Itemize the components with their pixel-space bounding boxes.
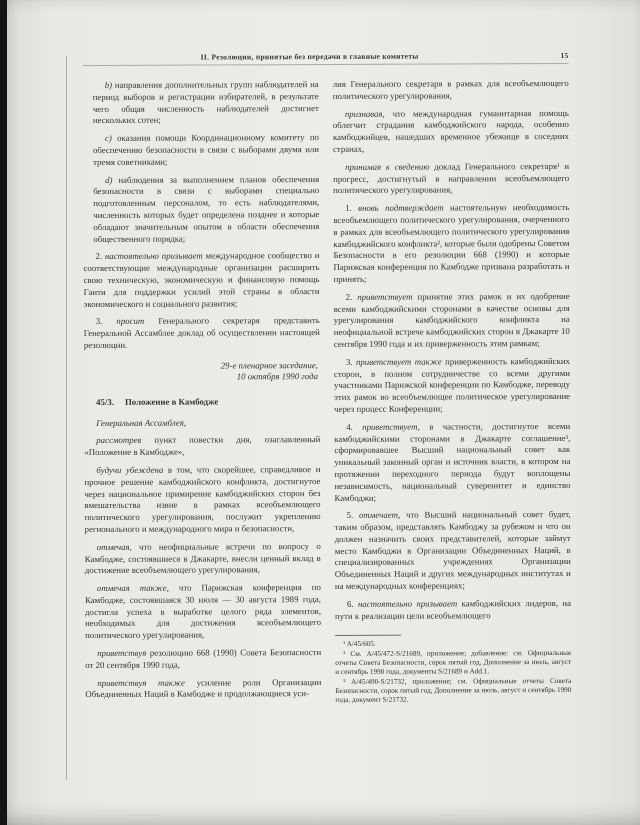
paragraph	[334, 421, 570, 505]
paragraph-text: настоятельную необходимость всеобъемлющего политического урегулирования, очерченного в рамках для всеобъемлющего политического урегулирования камбоджийского конфликта², которые были одобрены Советом Безопасности в его резолюции 668 (1990) и которые Парижская конференция по Камбодже призвана разработать и принять;	[333, 202, 570, 284]
paragraph-number: 5.	[346, 510, 360, 521]
paragraph	[85, 582, 321, 642]
paragraph	[84, 434, 320, 459]
paragraph-lead: приветствуя также	[97, 677, 185, 688]
paragraph-text: доклад Генерального секретаря¹ и прогресс, достигнутый в направлении всеобъемлющего политического урегулирования,	[333, 160, 570, 196]
paragraph-text: в частности, достигнутое всеми камбоджийскими сторонами в Джакарте соглашение³, сформировавшее Высший национальный совет как уникальный законный орган и источник власти, в котором на протяжении переходного периода будут воплощены независимость, национальный суверенитет и единство Камбоджи;	[334, 420, 571, 503]
page-number: 15	[560, 50, 569, 60]
paragraph-text: что международная гуманитарная помощь облегчит страдания камбоджийского народа, особенно камбоджийцев, нашедших временное убежище в соседних странах,	[332, 107, 569, 154]
paragraph	[85, 647, 321, 672]
right-column	[333, 78, 572, 706]
paragraph	[333, 78, 569, 103]
paragraph-lead: отмечает,	[358, 509, 401, 521]
paragraph	[85, 541, 321, 577]
left-column	[83, 79, 322, 707]
paragraph-number: 2.	[95, 251, 105, 262]
page-header	[83, 51, 569, 66]
paragraph-lead: просит	[116, 316, 145, 327]
meeting-date: 29-е пленарное заседание, 10 октября 1990 года	[220, 359, 319, 382]
paragraph	[334, 356, 570, 416]
resolution-title: Положение в Камбодже	[124, 396, 219, 407]
paragraph-text: что неофициальные встречи по вопросу о Камбодже, состоявшиеся в Джакарте, внесли ценный вклад в достижение всеобъемлющего урегулирования,	[84, 540, 321, 576]
paragraph-lead: c)	[104, 133, 112, 144]
footnote: ² См. A/45/472-S/21689, приложение; добавление: см. Официальные отчеты Совета Безопасности, сорок пятый год, Дополнение за июль, август и сентябрь 1990 года, документы S/21689 и Add.1.	[335, 649, 572, 677]
footnote: ³ A/45/490-S/21732, приложение; см. Официальные отчеты Совета Безопасности, сорок пятый год, Дополнение за июль, август и сентябрь 1990 года, документ S/21732.	[335, 677, 572, 705]
paragraph-number: 6.	[346, 598, 358, 609]
paragraph-lead: рассмотрев	[96, 435, 142, 446]
paragraph-lead: Генеральная Ассамблея,	[96, 417, 187, 428]
paragraph-lead: приветствует	[357, 291, 413, 302]
paragraph	[85, 677, 321, 702]
paragraph-lead: принимая к сведению	[345, 161, 430, 172]
section-title: II. Резолюции, принятые без передачи в главные комитеты	[200, 51, 419, 62]
resolution-number: 45/3.	[96, 396, 114, 407]
paragraph-number: 2.	[345, 291, 358, 302]
paragraph	[83, 250, 319, 310]
paragraph-text: наблюдения за выполнением планов обеспечения безопасности в связи с выборами специально подготовленным персоналом, то есть наблюдателями, численность которых будет определена позднее и которые обладают значительным опытом в области обеспечения общественного порядка;	[93, 173, 320, 244]
footnote: ¹ A/45/605.	[343, 640, 376, 649]
paragraph-text: оказания помощи Координационному комитету по обеспечению безопасности в связи с выборами двумя или тремя советниками;	[92, 132, 320, 167]
paragraph-text: лия Генерального секретаря в рамках для всеобъемлющего политического урегулирования,	[332, 77, 569, 101]
scan-edge-strip	[0, 0, 7, 825]
paragraph	[335, 509, 571, 593]
paragraph	[83, 79, 319, 127]
paragraph-text: камбоджийских лидеров, на пути к реализации цели всеобъемлющего	[335, 597, 571, 621]
paragraph-lead: приветствует,	[362, 421, 420, 432]
paragraph-text: направления дополнительных групп наблюдателей на период выборов и регистрации избирателей, в результате чего общая численность наблюдателей достигнет нескольких сотен;	[92, 79, 319, 126]
paragraph-lead: вновь подтверждает	[358, 202, 444, 214]
paragraph-number: 4.	[346, 421, 363, 432]
paragraph-lead: приветствует также	[355, 356, 442, 367]
paragraph	[84, 315, 320, 351]
footnote-separator	[335, 635, 401, 636]
page-fold-line	[66, 56, 67, 780]
paragraph-text: что Высший национальный совет будет, таким образом, представлять Камбоджу за рубежом и что он должен назначить своих представителей, которые займут место Камбоджи в Организации Объединенных Наций, в специализированных учреждениях Организации Объединенных Наций и других международных институтах и на международных конференциях;	[334, 509, 571, 592]
paragraph-text: приверженность камбоджийских сторон, в полном сотрудничестве со всеми другими участниками Парижской конференции по Камбодже, переводу этих рамок во всеобъемлющее политическое урегулирование через процесс Конференции;	[333, 355, 571, 414]
paragraph-number: 1.	[345, 203, 359, 214]
paragraph	[333, 108, 569, 156]
paragraph-text: принятие этих рамок и их одобрение всеми камбоджийскими сторонами в качестве основы для урегулирования камбоджийского конфликта на неофициальной встрече камбоджийских сторон в Джакарте 10 сентября 1990 года и их приверженность этим рамкам;	[333, 290, 570, 349]
footnotes-block	[335, 634, 571, 705]
paragraph-lead: будучи убеждена	[96, 464, 164, 475]
paragraph-lead: настоятельно призывает	[104, 250, 203, 262]
two-column-layout	[83, 78, 572, 708]
paragraph-text: в том, что скорейшее, справедливое и прочное решение камбоджийского конфликта, достигнутое через национальное примирение камбоджийских сторон без вмешательства извне в рамках всеобъемлющего политического урегулирования, послужит укреплению регионального и международного мира и безопасности,	[84, 463, 321, 534]
paragraph	[83, 132, 319, 168]
paragraph-lead: b)	[104, 79, 113, 90]
paragraph-number: 3.	[95, 316, 117, 327]
paragraph-lead: признавая,	[344, 108, 385, 119]
paragraph-lead: d)	[105, 174, 113, 185]
page-content	[83, 51, 572, 708]
paragraph-lead: отмечая также,	[96, 582, 169, 594]
paragraph-text: резолюцию 668 (1990) Совета Безопасности от 20 сентября 1990 года,	[85, 647, 322, 670]
paragraph-lead: настоятельно призывает	[357, 598, 458, 609]
paragraph	[335, 598, 571, 623]
paragraph-text: что Парижская конференция по Камбодже, состоявшаяся 30 июля — 30 августа 1989 года, достигла успеха в выработке целого ряда элементов, необходимых для достижения всеобъемлющего политического урегулирования,	[84, 582, 322, 641]
paragraph	[334, 291, 570, 351]
paragraph	[333, 202, 569, 286]
paragraph	[84, 417, 320, 430]
paragraph	[333, 161, 569, 197]
paragraph-lead: приветствуя	[97, 647, 147, 659]
paragraph-text: Генерального секретаря представить Генеральной Ассамблее доклад об осуществлении настоящей резолюции.	[83, 315, 320, 350]
paragraph-text: международное сообщество и соответствующие международные организации расширить свою техническую, экономическую и финансовую помощь Гаити для поддержки усилий этой страны в области экономического и социального развития;	[83, 250, 320, 309]
paragraph	[83, 174, 319, 246]
paragraph-text: усиление роли Организации Объединенных Наций в Камбодже и продолжающиеся уси-	[85, 676, 322, 700]
paragraph-number: 3.	[345, 356, 357, 367]
paragraph	[84, 464, 320, 536]
paragraph-lead: отмечая,	[96, 541, 132, 552]
paragraph-text: пункт повестки дня, озаглавленный «Положение в Камбодже»,	[84, 434, 321, 458]
resolution-heading	[84, 396, 320, 409]
